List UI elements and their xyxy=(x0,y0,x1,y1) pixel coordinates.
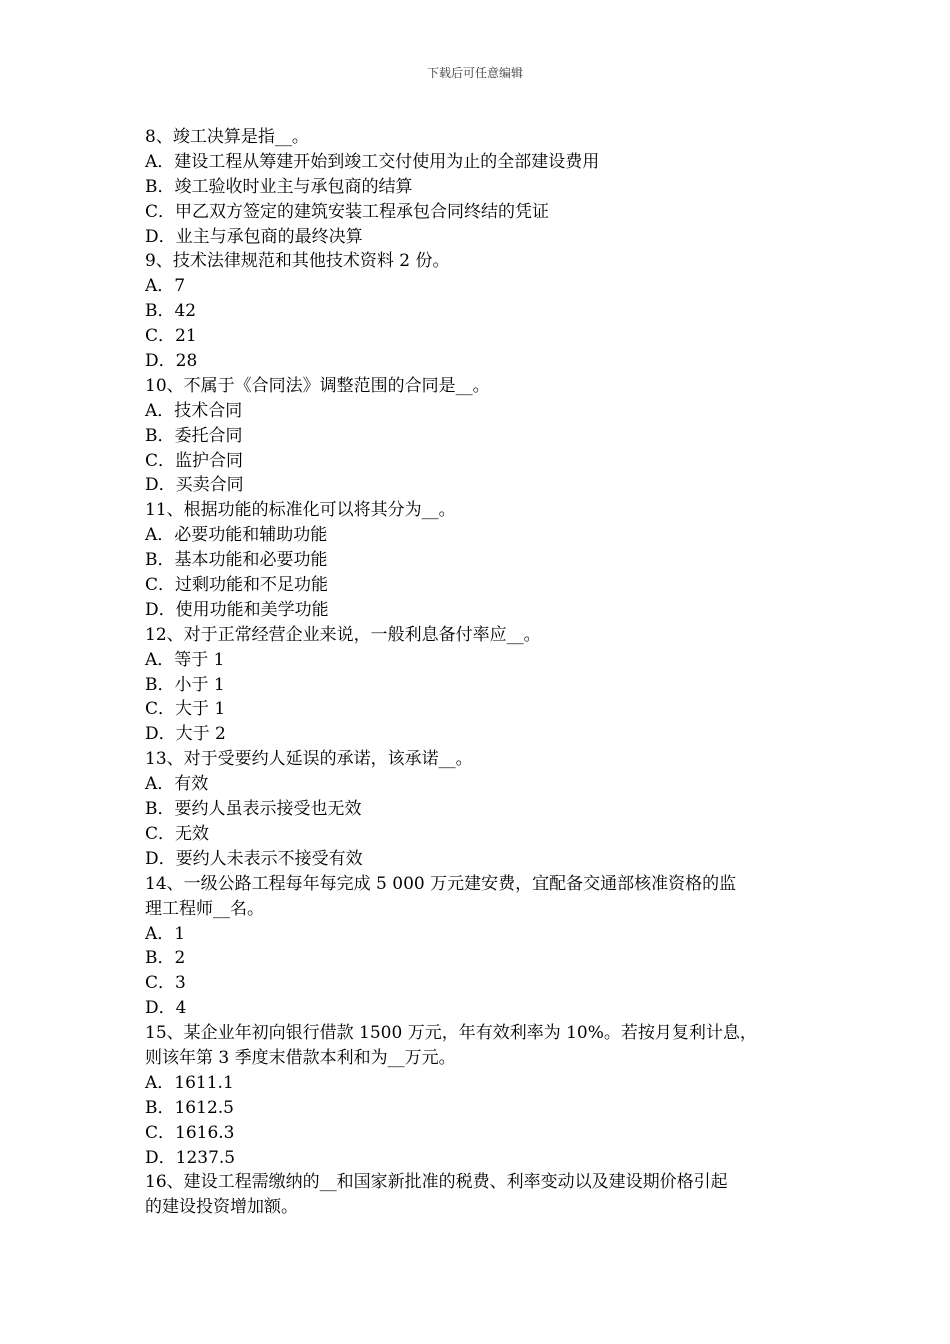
option-d: D．买卖合同 xyxy=(145,475,244,496)
question-stem: 11、根据功能的标准化可以将其分为__。 xyxy=(145,500,456,521)
option-a: A．等于 1 xyxy=(145,649,225,670)
question-stem-line-2: 理工程师__名。 xyxy=(145,898,264,919)
option-b: B．委托合同 xyxy=(145,425,243,446)
option-a: A．建设工程从筹建开始到竣工交付使用为止的全部建设费用 xyxy=(145,151,600,172)
option-d: D．4 xyxy=(145,998,187,1019)
option-a: A．7 xyxy=(145,276,186,297)
option-c: C．甲乙双方签定的建筑安装工程承包合同终结的凭证 xyxy=(145,201,550,222)
option-c: C．过剩功能和不足功能 xyxy=(145,575,329,596)
option-c: C．无效 xyxy=(145,823,210,844)
question-16 xyxy=(145,1170,810,1220)
document-body xyxy=(145,125,810,1220)
question-11 xyxy=(145,498,810,622)
option-c: C．3 xyxy=(145,973,186,994)
question-stem-line-1: 15、某企业年初向银行借款 1500 万元，年有效利率为 10%。若按月复利计息， xyxy=(145,1023,757,1044)
question-stem-line-2: 则该年第 3 季度末借款本利和为__万元。 xyxy=(145,1047,456,1068)
option-d: D．28 xyxy=(145,351,198,372)
question-9 xyxy=(145,249,810,373)
question-8 xyxy=(145,125,810,249)
option-b: B．42 xyxy=(145,301,197,322)
option-a: A．有效 xyxy=(145,774,209,795)
option-d: D．使用功能和美学功能 xyxy=(145,599,329,620)
question-stem: 10、不属于《合同法》调整范围的合同是__。 xyxy=(145,375,490,396)
question-stem: 8、竣工决算是指__。 xyxy=(145,127,309,147)
option-b: B．1612.5 xyxy=(145,1097,234,1118)
option-d: D．要约人未表示不接受有效 xyxy=(145,848,363,869)
option-c: C．大于 1 xyxy=(145,699,226,720)
question-stem: 12、对于正常经营企业来说，一般利息备付率应__。 xyxy=(145,624,541,645)
option-b: B．基本功能和必要功能 xyxy=(145,550,328,571)
question-14 xyxy=(145,872,810,1021)
option-b: B．2 xyxy=(145,948,186,969)
option-d: D．1237.5 xyxy=(145,1147,236,1168)
question-stem-line-2: 的建设投资增加额。 xyxy=(145,1197,298,1218)
option-b: B．小于 1 xyxy=(145,674,225,695)
question-stem: 9、技术法律规范和其他技术资料 2 份。 xyxy=(145,251,450,272)
question-15 xyxy=(145,1021,810,1170)
option-d: D．大于 2 xyxy=(145,724,226,745)
option-d: D．业主与承包商的最终决算 xyxy=(145,226,363,247)
option-a: A．技术合同 xyxy=(145,400,243,421)
option-a: A．1611.1 xyxy=(145,1072,234,1093)
question-stem: 13、对于受要约人延误的承诺，该承诺__。 xyxy=(145,749,473,770)
option-c: C．21 xyxy=(145,326,197,347)
question-10 xyxy=(145,374,810,498)
question-stem-line-1: 16、建设工程需缴纳的__和国家新批准的税费、利率变动以及建设期价格引起 xyxy=(145,1172,728,1193)
option-b: B．竣工验收时业主与承包商的结算 xyxy=(145,176,413,197)
question-12 xyxy=(145,623,810,747)
option-a: A．必要功能和辅助功能 xyxy=(145,525,328,546)
question-stem-line-1: 14、一级公路工程每年每完成 5 000 万元建安费，宜配备交通部核准资格的监 xyxy=(145,873,737,894)
option-b: B．要约人虽表示接受也无效 xyxy=(145,799,362,820)
question-13 xyxy=(145,747,810,871)
option-c: C．1616.3 xyxy=(145,1122,235,1143)
option-c: C．监护合同 xyxy=(145,450,244,471)
page-header: 下载后可任意编辑 xyxy=(426,66,523,80)
option-a: A．1 xyxy=(145,923,186,944)
